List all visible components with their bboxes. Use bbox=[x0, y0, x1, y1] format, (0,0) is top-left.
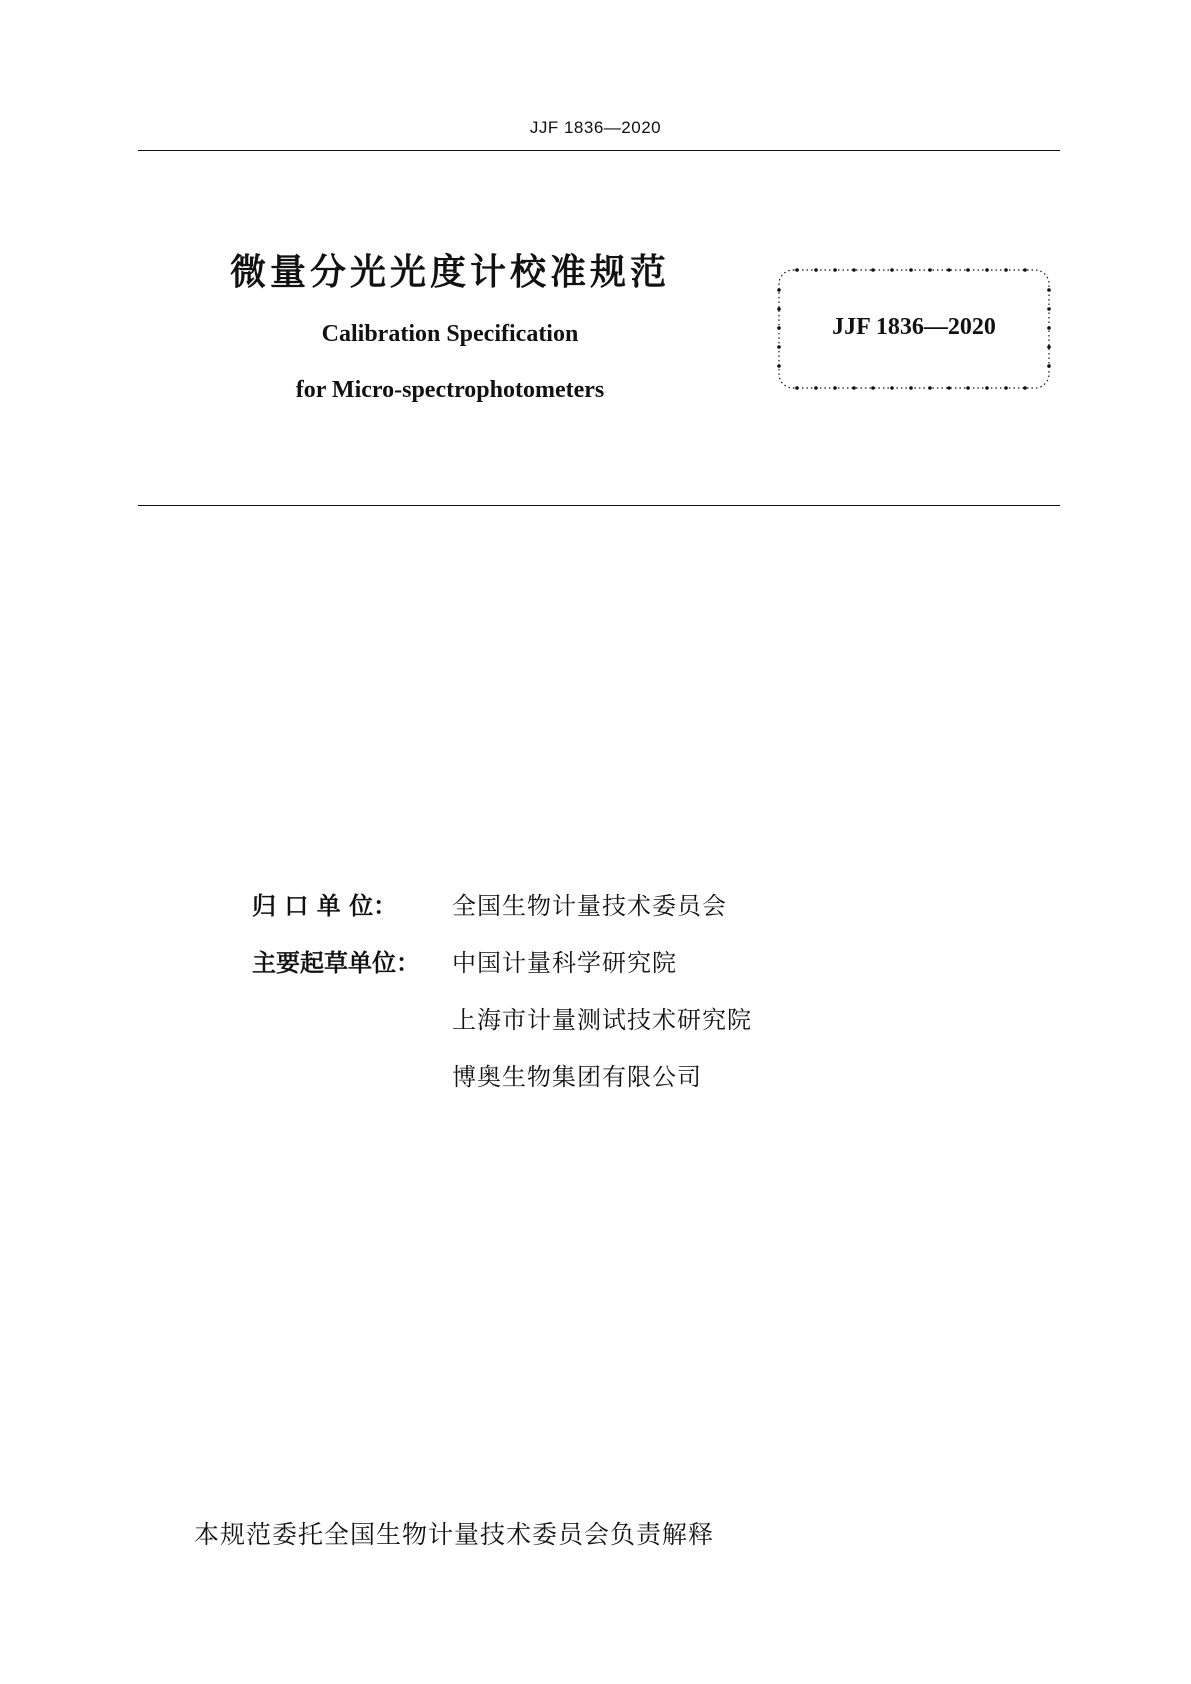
code-box-text: JJF 1836—2020 bbox=[832, 314, 996, 340]
drafting-unit-row-2 bbox=[252, 1000, 902, 1057]
top-divider bbox=[138, 150, 1060, 151]
drafting-unit-label: 主要起草单位： bbox=[252, 949, 420, 977]
header-code: JJF 1836—2020 bbox=[529, 118, 662, 137]
responsible-unit-value: 全国生物计量技术委员会 bbox=[452, 892, 727, 920]
title-english-line1: Calibration Specification bbox=[321, 321, 579, 347]
drafting-unit-value-3: 博奥生物集团有限公司 bbox=[452, 1063, 702, 1091]
title-chinese: 微量分光光度计校准规范 bbox=[229, 252, 670, 293]
responsible-unit-label: 归 口 单 位： bbox=[252, 892, 398, 920]
bottom-divider bbox=[138, 505, 1060, 506]
title-english-line2: for Micro-spectrophotometers bbox=[295, 377, 605, 403]
drafting-unit-row-3 bbox=[252, 1057, 902, 1114]
responsible-unit-row bbox=[252, 886, 902, 943]
code-box bbox=[775, 266, 1053, 392]
drafting-unit-value-2: 上海市计量测试技术研究院 bbox=[452, 1006, 752, 1034]
drafting-unit-value-1: 中国计量科学研究院 bbox=[452, 949, 677, 977]
organization-block bbox=[252, 886, 902, 1114]
interpretation-note: 本规范委托全国生物计量技术委员会负责解释 bbox=[194, 1520, 715, 1549]
drafting-unit-row bbox=[252, 943, 902, 1000]
